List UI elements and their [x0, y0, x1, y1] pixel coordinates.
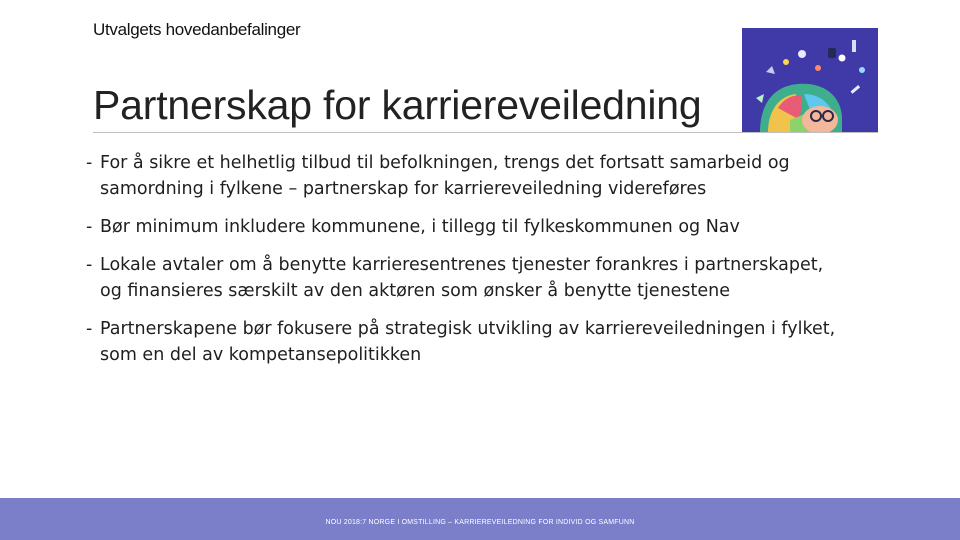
supertitle: Utvalgets hovedanbefalinger [93, 20, 301, 39]
bullet-item [86, 150, 846, 202]
bullet-item [86, 214, 846, 240]
bullet-list [86, 150, 846, 368]
bullet-text: Partnerskapene bør fokusere på strategisk utvikling av karriereveiledningen i fylket, som en del av kompetansepolitikken [100, 319, 836, 365]
bullet-dash: - [86, 319, 93, 339]
bullet-text: Bør minimum inkludere kommunene, i tillegg til fylkeskommunen og Nav [100, 217, 740, 237]
slide-title: Partnerskap for karriereveiledning [93, 82, 702, 128]
bullet-dash: - [86, 153, 93, 173]
bullet-item [86, 252, 846, 304]
hero-illustration [742, 28, 878, 132]
bullet-dash: - [86, 255, 93, 275]
bullet-text: Lokale avtaler om å benytte karrieresentrenes tjenester forankres i partnerskapet, og finansieres særskilt av den aktøren som ønsker å benytte tjenestene [100, 255, 824, 301]
head-with-floating-objects-icon [742, 28, 878, 132]
title-underline [93, 132, 878, 133]
bullet-item [86, 316, 846, 368]
bullet-dash: - [86, 217, 93, 237]
footer-bar [0, 498, 960, 540]
footer-text: NOU 2018:7 NORGE I OMSTILLING – KARRIEREVEILEDNING FOR INDIVID OG SAMFUNN [325, 519, 635, 526]
bullet-text: For å sikre et helhetlig tilbud til befolkningen, trengs det fortsatt samarbeid og samordning i fylkene – partnerskap for karriereveiledning videreføres [100, 153, 790, 199]
